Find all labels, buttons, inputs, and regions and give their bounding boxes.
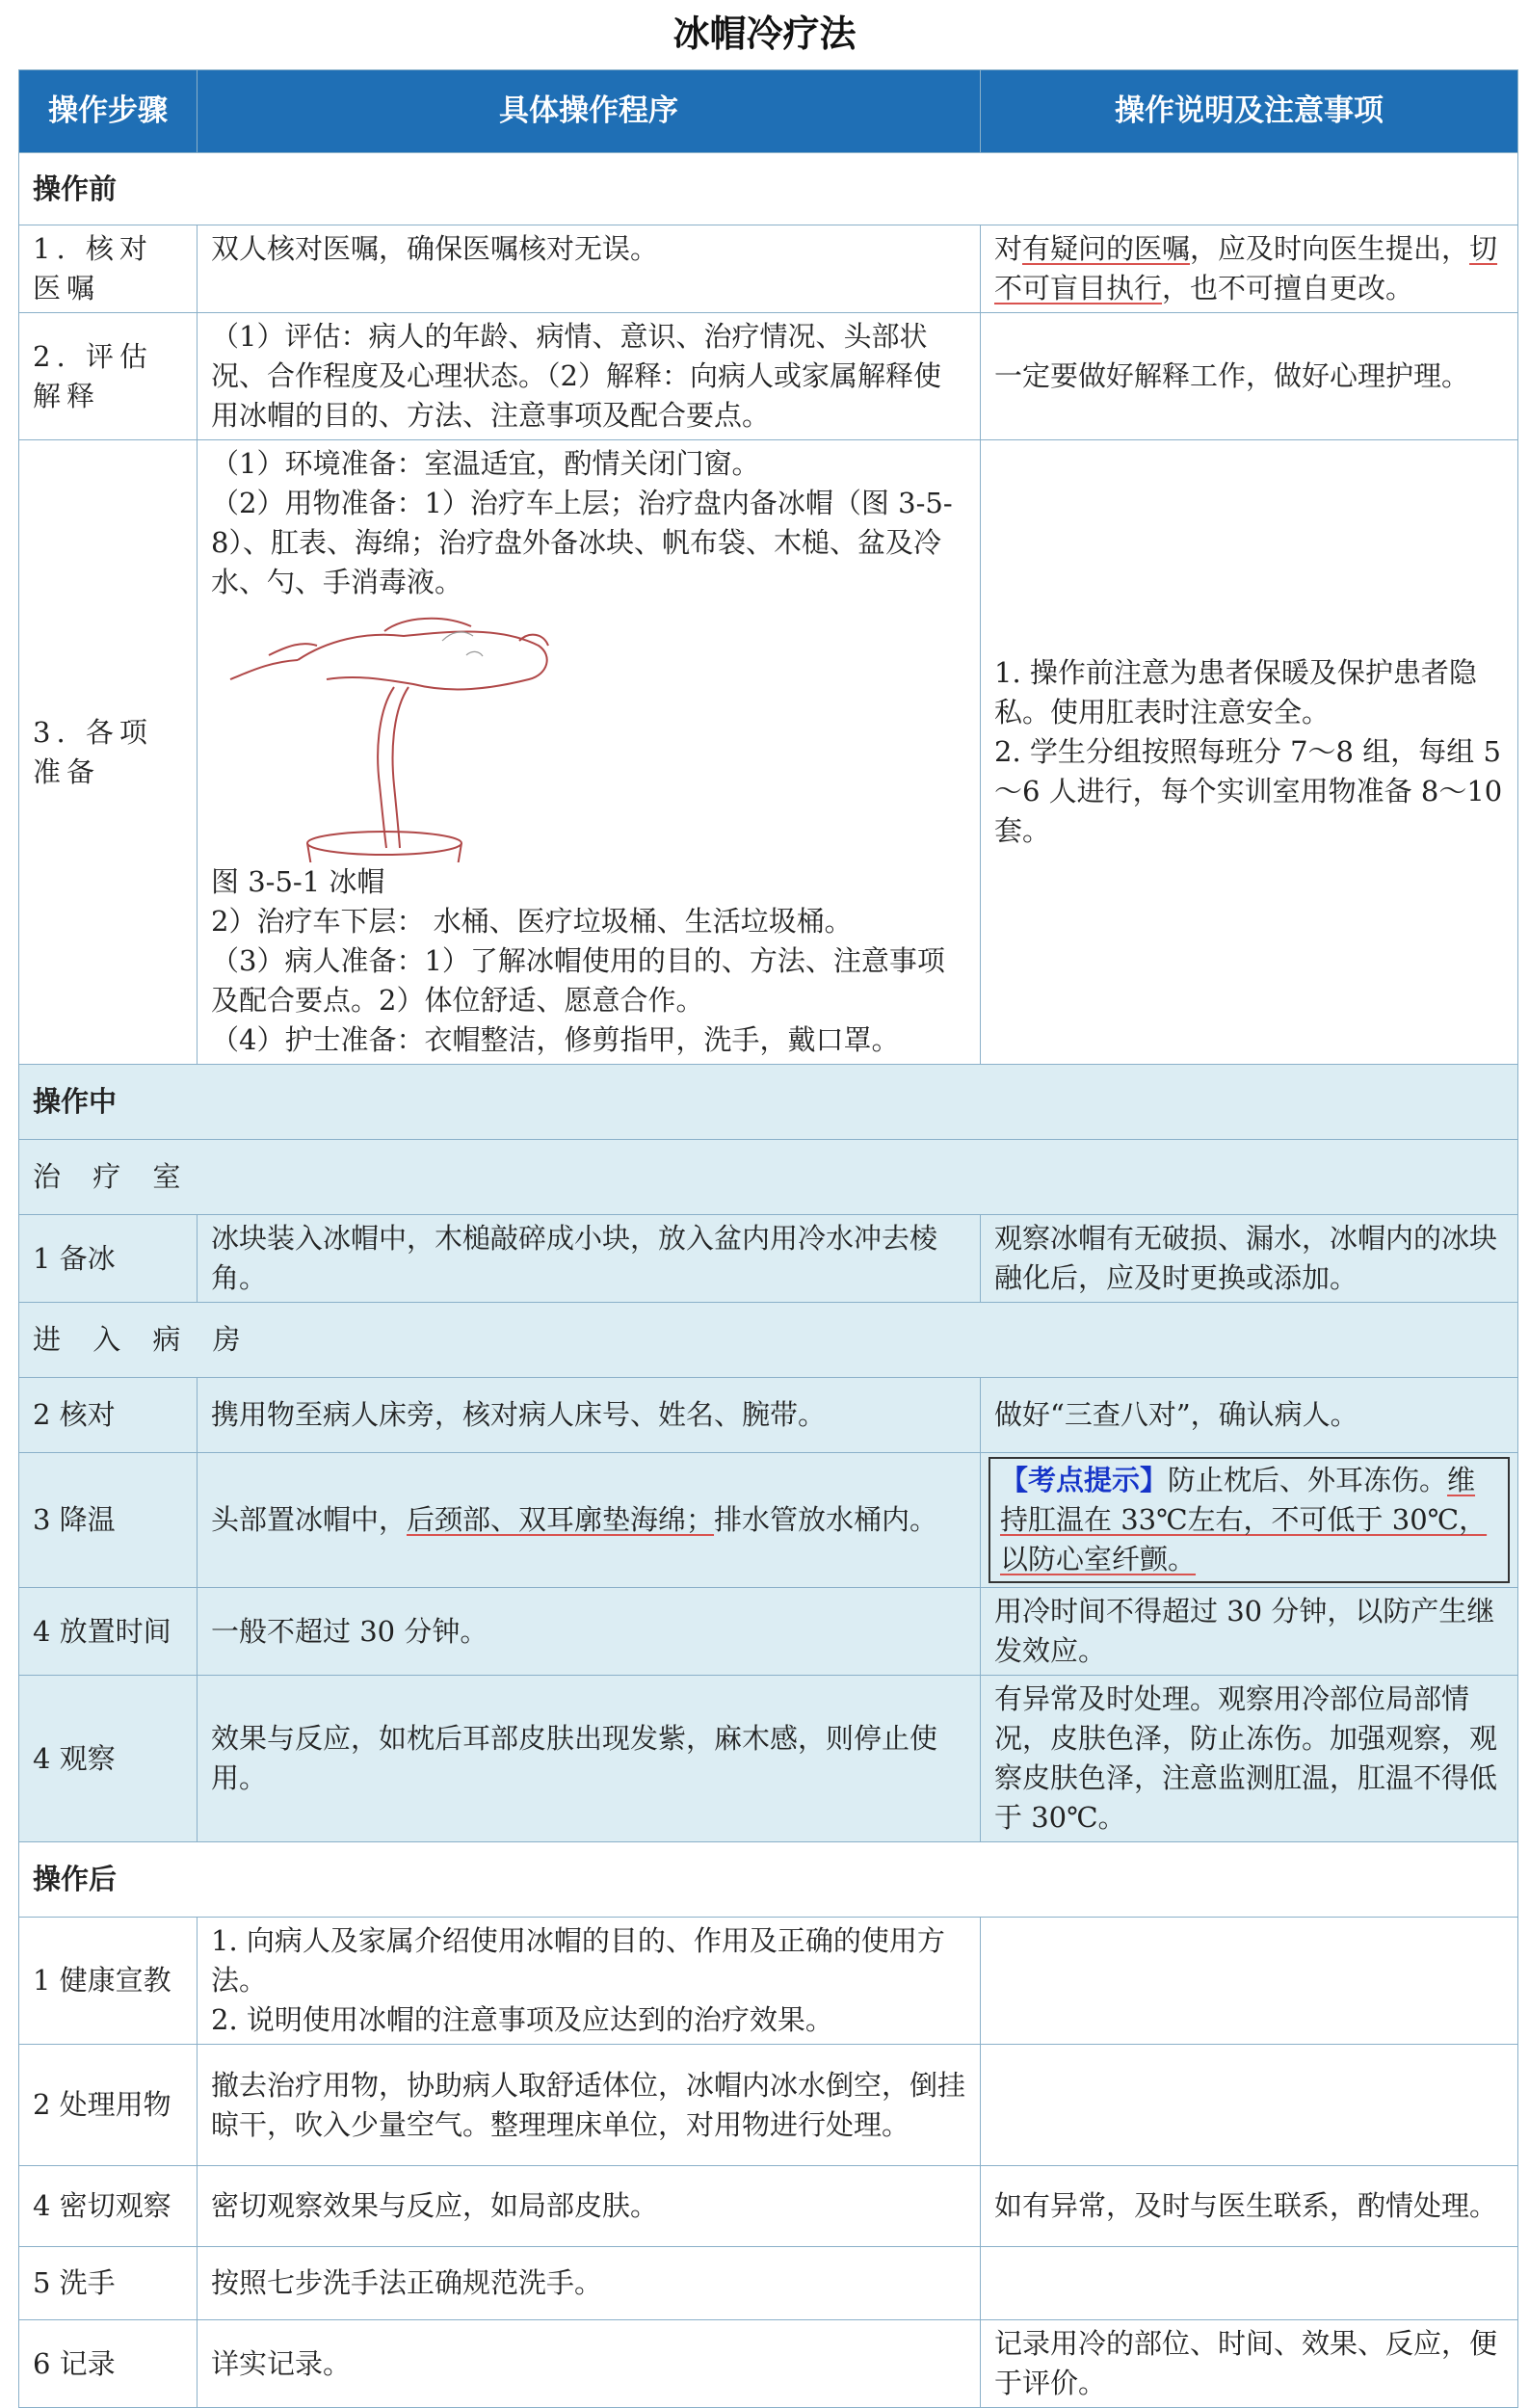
subsection-title: 治 疗 室	[19, 1140, 1518, 1215]
step-cell: 2 核对	[19, 1378, 198, 1453]
note-cell	[981, 1453, 1518, 1588]
subsection-treatment-room	[19, 1140, 1518, 1215]
procedure-line: （3）病人准备：1）了解冰帽使用的目的、方法、注意事项及配合要点。2）体位舒适、愿意合作。	[211, 944, 945, 1017]
section-title: 操作后	[19, 1842, 1518, 1918]
step-cell: 1 备冰	[19, 1215, 198, 1303]
header-procedure: 具体操作程序	[198, 70, 981, 153]
note-cell	[981, 440, 1518, 1065]
procedure-table	[18, 69, 1518, 2408]
underlined-text: 维持肛温在 33℃左右，不可低于 30℃，以防心室纤颤。	[1000, 1464, 1488, 1575]
procedure-line: 2. 说明使用冰帽的注意事项及应达到的治疗效果。	[211, 2003, 833, 2036]
underlined-text: 后颈部、双耳廓垫海绵；	[407, 1503, 715, 1536]
table-row	[19, 1918, 1518, 2045]
section-after	[19, 1842, 1518, 1918]
procedure-line: 1. 向病人及家属介绍使用冰帽的目的、作用及正确的使用方法。	[211, 1924, 945, 1997]
step-cell: 4 密切观察	[19, 2166, 198, 2247]
procedure-cell: 一般不超过 30 分钟。	[198, 1588, 981, 1676]
table-row	[19, 440, 1518, 1065]
procedure-cell	[198, 1453, 981, 1588]
section-before	[19, 153, 1518, 225]
ice-cap-figure	[211, 602, 966, 862]
section-title: 操作中	[19, 1065, 1518, 1140]
procedure-line: （2）用物准备：1）治疗车上层；治疗盘内备冰帽（图 3-5-8）、肛表、海绵；治疗盘外备冰块、帆布袋、木槌、盆及冷水、勺、手消毒液。	[211, 487, 953, 598]
note-cell: 用冷时间不得超过 30 分钟，以防产生继发效应。	[981, 1588, 1518, 1676]
table-row	[19, 2045, 1518, 2166]
exam-hint-tag: 【考点提示】	[1000, 1464, 1169, 1496]
procedure-line: （1）环境准备：室温适宜，酌情关闭门窗。	[211, 447, 760, 480]
ice-cap-illustration-icon	[211, 602, 616, 862]
step-cell: 5 洗手	[19, 2247, 198, 2320]
procedure-cell: 密切观察效果与反应，如局部皮肤。	[198, 2166, 981, 2247]
procedure-cell: 携用物至病人床旁，核对病人床号、姓名、腕带。	[198, 1378, 981, 1453]
procedure-cell: （1）评估：病人的年龄、病情、意识、治疗情况、头部状况、合作程度及心理状态。（2）解释：向病人或家属解释使用冰帽的目的、方法、注意事项及配合要点。	[198, 313, 981, 440]
table-row	[19, 1378, 1518, 1453]
header-step: 操作步骤	[19, 70, 198, 153]
subsection-title: 进 入 病 房	[19, 1303, 1518, 1378]
note-cell: 如有异常，及时与医生联系，酌情处理。	[981, 2166, 1518, 2247]
table-row	[19, 1588, 1518, 1676]
procedure-cell: 双人核对医嘱，确保医嘱核对无误。	[198, 225, 981, 313]
note-cell	[981, 2247, 1518, 2320]
exam-hint-box	[989, 1457, 1510, 1583]
table-row	[19, 2166, 1518, 2247]
hint-text: 防止枕后、外耳冻伤。	[1168, 1464, 1448, 1496]
procedure-cell	[198, 1918, 981, 2045]
table-row	[19, 2247, 1518, 2320]
note-cell	[981, 2045, 1518, 2166]
note-text: ，应及时向医生提出，	[1190, 232, 1470, 265]
table-row	[19, 225, 1518, 313]
procedure-line: 2）治疗车下层： 水桶、医疗垃圾桶、生活垃圾桶。	[211, 905, 853, 938]
table-row	[19, 1215, 1518, 1303]
procedure-cell: 效果与反应，如枕后耳部皮肤出现发紫，麻木感，则停止使用。	[198, 1676, 981, 1842]
procedure-text: 排水管放水桶内。	[714, 1503, 938, 1536]
table-row	[19, 313, 1518, 440]
note-cell: 观察冰帽有无破损、漏水，冰帽内的冰块融化后，应及时更换或添加。	[981, 1215, 1518, 1303]
underlined-text: 切不可盲目执行	[994, 232, 1498, 304]
note-cell: 记录用冷的部位、时间、效果、反应，便于评价。	[981, 2320, 1518, 2408]
note-line: 2. 学生分组按照每班分 7～8 组，每组 5～6 人进行，每个实训室用物准备 8～10 套。	[994, 735, 1503, 847]
note-cell: 做好“三查八对”，确认病人。	[981, 1378, 1518, 1453]
procedure-cell	[198, 440, 981, 1065]
step-cell: 3. 各项准备	[19, 440, 198, 1065]
page-title: 冰帽冷疗法	[672, 12, 857, 55]
step-cell: 6 记录	[19, 2320, 198, 2408]
procedure-text: 头部置冰帽中，	[211, 1503, 408, 1536]
note-cell: 一定要做好解释工作，做好心理护理。	[981, 313, 1518, 440]
section-title: 操作前	[19, 153, 1518, 225]
note-cell	[981, 1918, 1518, 2045]
procedure-line: （4）护士准备：衣帽整洁，修剪指甲，洗手，戴口罩。	[211, 1023, 900, 1056]
procedure-cell: 撤去治疗用物，协助病人取舒适体位，冰帽内冰水倒空，倒挂晾干，吹入少量空气。整理理床单位，对用物进行处理。	[198, 2045, 981, 2166]
header-notes: 操作说明及注意事项	[981, 70, 1518, 153]
step-cell: 1. 核对医嘱	[19, 225, 198, 313]
note-text: ，也不可擅自更改。	[1162, 272, 1414, 304]
step-cell: 3 降温	[19, 1453, 198, 1588]
note-text: 对	[994, 232, 1023, 265]
table-row	[19, 2320, 1518, 2408]
step-cell: 2. 评估解释	[19, 313, 198, 440]
note-cell: 有异常及时处理。观察用冷部位局部情况，皮肤色泽，防止冻伤。加强观察，观察皮肤色泽，注意监测肛温，肛温不得低于 30℃。	[981, 1676, 1518, 1842]
figure-caption: 图 3-5-1 冰帽	[211, 865, 385, 898]
step-cell: 4 放置时间	[19, 1588, 198, 1676]
section-during	[19, 1065, 1518, 1140]
underlined-text: 有疑问的医嘱	[1022, 232, 1191, 265]
procedure-cell: 冰块装入冰帽中，木槌敲碎成小块，放入盆内用冷水冲去棱角。	[198, 1215, 981, 1303]
subsection-ward	[19, 1303, 1518, 1378]
procedure-cell: 详实记录。	[198, 2320, 981, 2408]
step-cell: 2 处理用物	[19, 2045, 198, 2166]
step-cell: 1 健康宣教	[19, 1918, 198, 2045]
step-cell: 4 观察	[19, 1676, 198, 1842]
note-line: 1. 操作前注意为患者保暖及保护患者隐私。使用肛表时注意安全。	[994, 656, 1477, 728]
procedure-cell: 按照七步洗手法正确规范洗手。	[198, 2247, 981, 2320]
table-row	[19, 1453, 1518, 1588]
header-row	[19, 70, 1518, 153]
table-row	[19, 1676, 1518, 1842]
note-cell	[981, 225, 1518, 313]
